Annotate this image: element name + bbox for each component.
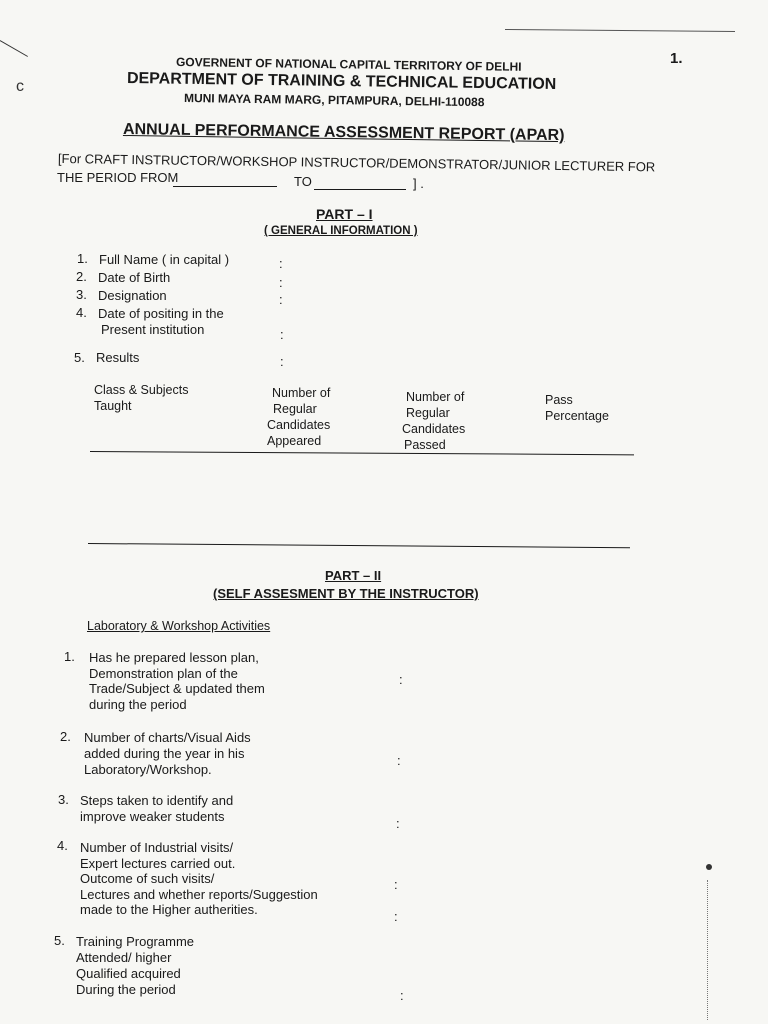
part1-item-num: 1. [77,251,88,266]
part1-item-full-name: Full Name ( in capital ) [99,252,230,267]
part2-item-lesson-plan: Has he prepared lesson plan, Demonstration plan of the Trade/Subject & updated them during the period [89,650,265,712]
colon: : [397,753,401,768]
period-to-label: TO [294,174,312,189]
period-to-blank [314,189,406,190]
report-title: ANNUAL PERFORMANCE ASSESSMENT REPORT (APAR) [122,121,565,145]
colon: : [280,327,284,342]
part2-item-num: 2. [60,729,71,744]
for-line: [For CRAFT INSTRUCTOR/WORKSHOP INSTRUCTOR/DEMONSTRATOR/JUNIOR LECTURER FOR [57,151,656,175]
part1-subtitle: ( GENERAL INFORMATION ) [264,225,418,237]
part1-item-num: 2. [76,269,87,284]
part1-item-designation: Designation [98,288,167,303]
scan-edge-line [707,880,708,1020]
part2-item-weaker-students: Steps taken to identify and improve weaker students [80,793,234,824]
part2-item-num: 1. [64,649,75,664]
colon: : [279,256,283,271]
part2-title: PART – II [325,568,382,583]
scan-tick-mark [0,40,28,57]
part2-item-charts-visual-aids: Number of charts/Visual Aids added during the year in his Laboratory/Workshop. [84,730,251,777]
colon: : [396,816,400,831]
part2-item-num: 3. [58,792,69,807]
part2-subtitle: (SELF ASSESMENT BY THE INSTRUCTOR) [213,586,479,601]
period-from-label: THE PERIOD FROM [57,170,179,185]
part1-item-posting-date: Date of positing in the [98,306,224,321]
part1-item-dob: Date of Birth [98,270,171,285]
section-lab-workshop: Laboratory & Workshop Activities [87,619,271,633]
results-col-class-subjects: Class & Subjects Taught [94,383,189,413]
results-bottom-rule [88,543,630,548]
address-line: MUNI MAYA RAM MARG, PITAMPURA, DELHI-110088 [183,91,485,110]
page-number: 1. [670,50,683,67]
part1-item-num: 4. [76,305,87,320]
colon: : [399,672,403,687]
colon: : [279,292,283,307]
part2-item-num: 5. [54,933,65,948]
part1-item-num: 5. [74,350,85,365]
top-edge-line [505,29,735,32]
results-header-rule [90,451,634,455]
part1-item-results: Results [96,350,140,365]
results-col-appeared: Number of Regular Candidates Appeared [267,386,331,448]
part2-item-industrial-visits: Number of Industrial visits/ Expert lectures carried out. Outcome of such visits/ Lectures and whether reports/Suggestion made to the Higher autherities. [80,840,318,918]
results-col-pass-percentage: Pass Percentage [545,393,609,423]
colon: : [400,988,404,1003]
part2-item-num: 4. [57,838,68,853]
results-col-passed: Number of Regular Candidates Passed [402,390,466,452]
department-heading: DEPARTMENT OF TRAINING & TECHNICAL EDUCATION [126,70,557,93]
colon: : [280,354,284,369]
period-from-blank [173,186,277,187]
colon: : [279,275,283,290]
scan-curve-mark: c [16,78,24,95]
scan-dot-mark [706,864,712,870]
part2-item-training-programme: Training Programme Attended/ higher Qualified acquired During the period [76,934,195,997]
part1-title: PART – I [316,206,373,222]
period-end-bracket: ] . [413,176,424,191]
govt-heading: GOVERNENT OF NATIONAL CAPITAL TERRITORY OF DELHI [175,55,522,74]
colon: : [394,877,398,892]
part1-item-num: 3. [76,287,87,302]
part1-item-present-institution: Present institution [101,322,205,337]
colon: : [394,909,398,924]
